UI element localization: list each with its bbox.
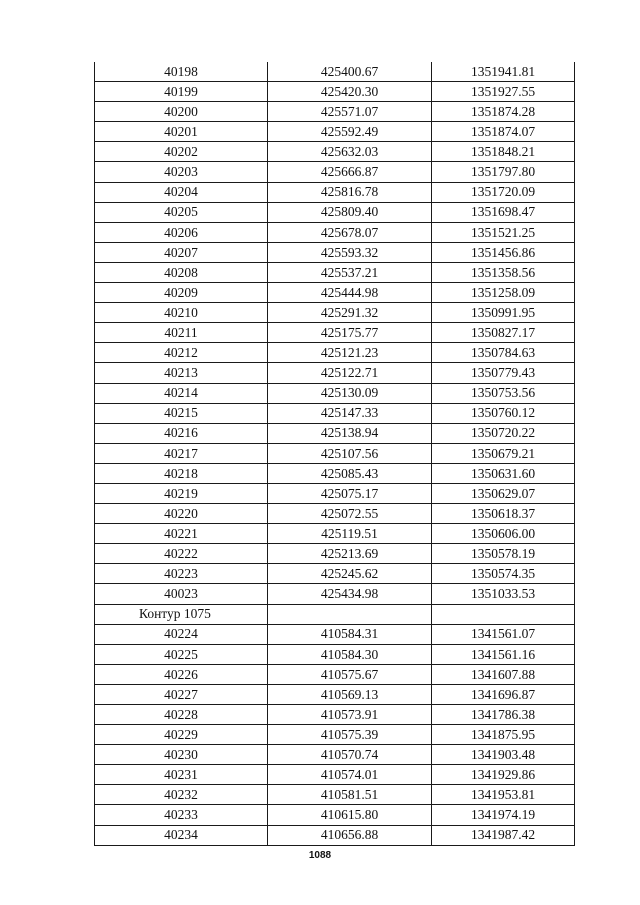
- table-row: [95, 745, 575, 765]
- y-coordinate-cell: 1350779.43: [432, 363, 575, 383]
- table-row: [95, 765, 575, 785]
- y-coordinate-cell: 1351874.28: [432, 102, 575, 122]
- point-id-cell: 40211: [95, 323, 268, 343]
- point-id-cell: 40232: [95, 785, 268, 805]
- point-id-cell: 40228: [95, 705, 268, 725]
- y-coordinate-cell: 1341953.81: [432, 785, 575, 805]
- table-row: [95, 504, 575, 524]
- y-coordinate-cell: 1351258.09: [432, 283, 575, 303]
- table-row: [95, 142, 575, 162]
- table-row: [95, 242, 575, 262]
- table-row: [95, 423, 575, 443]
- x-coordinate-cell: 425400.67: [268, 62, 432, 82]
- y-coordinate-cell: 1341974.19: [432, 805, 575, 825]
- y-coordinate-cell: 1350753.56: [432, 383, 575, 403]
- x-coordinate-cell: 425107.56: [268, 443, 432, 463]
- table-row: [95, 383, 575, 403]
- point-id-cell: 40229: [95, 725, 268, 745]
- point-id-cell: 40207: [95, 242, 268, 262]
- point-id-cell: 40231: [95, 765, 268, 785]
- y-coordinate-cell: 1351456.86: [432, 242, 575, 262]
- x-coordinate-cell: 410569.13: [268, 684, 432, 704]
- point-id-cell: 40233: [95, 805, 268, 825]
- point-id-cell: 40222: [95, 544, 268, 564]
- y-coordinate-cell: 1350760.12: [432, 403, 575, 423]
- table-row: [95, 725, 575, 745]
- coordinates-table-body: [95, 62, 575, 845]
- point-id-cell: 40217: [95, 443, 268, 463]
- y-coordinate-cell: 1350574.35: [432, 564, 575, 584]
- table-row: [95, 463, 575, 483]
- x-coordinate-cell: 425122.71: [268, 363, 432, 383]
- table-row: [95, 684, 575, 704]
- table-row: [95, 323, 575, 343]
- point-id-cell: 40204: [95, 182, 268, 202]
- table-row: [95, 544, 575, 564]
- point-id-cell: 40206: [95, 222, 268, 242]
- x-coordinate-cell: 425537.21: [268, 262, 432, 282]
- point-id-cell: 40230: [95, 745, 268, 765]
- y-coordinate-cell: 1350629.07: [432, 483, 575, 503]
- y-coordinate-cell: 1351033.53: [432, 584, 575, 604]
- x-coordinate-cell: 425147.33: [268, 403, 432, 423]
- table-row: [95, 785, 575, 805]
- point-id-cell: 40225: [95, 644, 268, 664]
- x-coordinate-cell: 425632.03: [268, 142, 432, 162]
- x-coordinate-cell: 425245.62: [268, 564, 432, 584]
- table-row: [95, 564, 575, 584]
- y-coordinate-cell: 1351848.21: [432, 142, 575, 162]
- empty-cell: [432, 604, 575, 624]
- contour-header-row: [95, 604, 575, 624]
- y-coordinate-cell: 1350606.00: [432, 524, 575, 544]
- table-row: [95, 805, 575, 825]
- y-coordinate-cell: 1351874.07: [432, 122, 575, 142]
- y-coordinate-cell: 1350618.37: [432, 504, 575, 524]
- y-coordinate-cell: 1350827.17: [432, 323, 575, 343]
- y-coordinate-cell: 1351358.56: [432, 262, 575, 282]
- table-row: [95, 443, 575, 463]
- y-coordinate-cell: 1350991.95: [432, 303, 575, 323]
- table-row: [95, 303, 575, 323]
- x-coordinate-cell: 425571.07: [268, 102, 432, 122]
- coordinates-table: [94, 62, 575, 846]
- point-id-cell: 40208: [95, 262, 268, 282]
- x-coordinate-cell: 425666.87: [268, 162, 432, 182]
- point-id-cell: 40215: [95, 403, 268, 423]
- x-coordinate-cell: 410573.91: [268, 705, 432, 725]
- table-row: [95, 283, 575, 303]
- y-coordinate-cell: 1350578.19: [432, 544, 575, 564]
- x-coordinate-cell: 425420.30: [268, 82, 432, 102]
- x-coordinate-cell: 425291.32: [268, 303, 432, 323]
- y-coordinate-cell: 1351797.80: [432, 162, 575, 182]
- table-row: [95, 102, 575, 122]
- y-coordinate-cell: 1351720.09: [432, 182, 575, 202]
- empty-cell: [268, 604, 432, 624]
- x-coordinate-cell: 425121.23: [268, 343, 432, 363]
- y-coordinate-cell: 1341903.48: [432, 745, 575, 765]
- y-coordinate-cell: 1351927.55: [432, 82, 575, 102]
- table-row: [95, 825, 575, 845]
- point-id-cell: 40203: [95, 162, 268, 182]
- point-id-cell: 40219: [95, 483, 268, 503]
- x-coordinate-cell: 425592.49: [268, 122, 432, 142]
- table-row: [95, 222, 575, 242]
- point-id-cell: 40199: [95, 82, 268, 102]
- point-id-cell: 40227: [95, 684, 268, 704]
- y-coordinate-cell: 1350720.22: [432, 423, 575, 443]
- y-coordinate-cell: 1341561.16: [432, 644, 575, 664]
- x-coordinate-cell: 425138.94: [268, 423, 432, 443]
- table-row: [95, 705, 575, 725]
- point-id-cell: 40212: [95, 343, 268, 363]
- point-id-cell: 40216: [95, 423, 268, 443]
- point-id-cell: 40198: [95, 62, 268, 82]
- table-row: [95, 82, 575, 102]
- y-coordinate-cell: 1341929.86: [432, 765, 575, 785]
- point-id-cell: 40205: [95, 202, 268, 222]
- point-id-cell: 40201: [95, 122, 268, 142]
- table-row: [95, 262, 575, 282]
- table-row: [95, 122, 575, 142]
- x-coordinate-cell: 410656.88: [268, 825, 432, 845]
- x-coordinate-cell: 410581.51: [268, 785, 432, 805]
- table-row: [95, 62, 575, 82]
- y-coordinate-cell: 1350631.60: [432, 463, 575, 483]
- x-coordinate-cell: 425593.32: [268, 242, 432, 262]
- table-row: [95, 363, 575, 383]
- x-coordinate-cell: 410574.01: [268, 765, 432, 785]
- contour-label: Контур 1075: [95, 604, 268, 624]
- x-coordinate-cell: 410575.67: [268, 664, 432, 684]
- point-id-cell: 40220: [95, 504, 268, 524]
- point-id-cell: 40226: [95, 664, 268, 684]
- x-coordinate-cell: 410615.80: [268, 805, 432, 825]
- x-coordinate-cell: 425072.55: [268, 504, 432, 524]
- x-coordinate-cell: 410584.30: [268, 644, 432, 664]
- point-id-cell: 40213: [95, 363, 268, 383]
- point-id-cell: 40209: [95, 283, 268, 303]
- x-coordinate-cell: 425816.78: [268, 182, 432, 202]
- x-coordinate-cell: 425075.17: [268, 483, 432, 503]
- point-id-cell: 40218: [95, 463, 268, 483]
- y-coordinate-cell: 1350784.63: [432, 343, 575, 363]
- y-coordinate-cell: 1351941.81: [432, 62, 575, 82]
- point-id-cell: 40214: [95, 383, 268, 403]
- point-id-cell: 40224: [95, 624, 268, 644]
- table-row: [95, 343, 575, 363]
- table-row: [95, 182, 575, 202]
- table-row: [95, 664, 575, 684]
- x-coordinate-cell: 425085.43: [268, 463, 432, 483]
- point-id-cell: 40202: [95, 142, 268, 162]
- y-coordinate-cell: 1341987.42: [432, 825, 575, 845]
- x-coordinate-cell: 425175.77: [268, 323, 432, 343]
- y-coordinate-cell: 1341607.88: [432, 664, 575, 684]
- table-row: [95, 644, 575, 664]
- y-coordinate-cell: 1341786.38: [432, 705, 575, 725]
- point-id-cell: 40234: [95, 825, 268, 845]
- y-coordinate-cell: 1341561.07: [432, 624, 575, 644]
- y-coordinate-cell: 1351521.25: [432, 222, 575, 242]
- x-coordinate-cell: 410584.31: [268, 624, 432, 644]
- x-coordinate-cell: 425434.98: [268, 584, 432, 604]
- table-row: [95, 162, 575, 182]
- x-coordinate-cell: 425213.69: [268, 544, 432, 564]
- x-coordinate-cell: 425119.51: [268, 524, 432, 544]
- point-id-cell: 40210: [95, 303, 268, 323]
- y-coordinate-cell: 1350679.21: [432, 443, 575, 463]
- table-row: [95, 584, 575, 604]
- y-coordinate-cell: 1341696.87: [432, 684, 575, 704]
- x-coordinate-cell: 425678.07: [268, 222, 432, 242]
- table-row: [95, 202, 575, 222]
- x-coordinate-cell: 425809.40: [268, 202, 432, 222]
- x-coordinate-cell: 425130.09: [268, 383, 432, 403]
- table-row: [95, 624, 575, 644]
- page-number: 1088: [308, 850, 332, 861]
- point-id-cell: 40200: [95, 102, 268, 122]
- table-row: [95, 524, 575, 544]
- point-id-cell: 40223: [95, 564, 268, 584]
- x-coordinate-cell: 410575.39: [268, 725, 432, 745]
- table-row: [95, 403, 575, 423]
- point-id-cell: 40221: [95, 524, 268, 544]
- y-coordinate-cell: 1341875.95: [432, 725, 575, 745]
- table-row: [95, 483, 575, 503]
- x-coordinate-cell: 425444.98: [268, 283, 432, 303]
- y-coordinate-cell: 1351698.47: [432, 202, 575, 222]
- point-id-cell: 40023: [95, 584, 268, 604]
- x-coordinate-cell: 410570.74: [268, 745, 432, 765]
